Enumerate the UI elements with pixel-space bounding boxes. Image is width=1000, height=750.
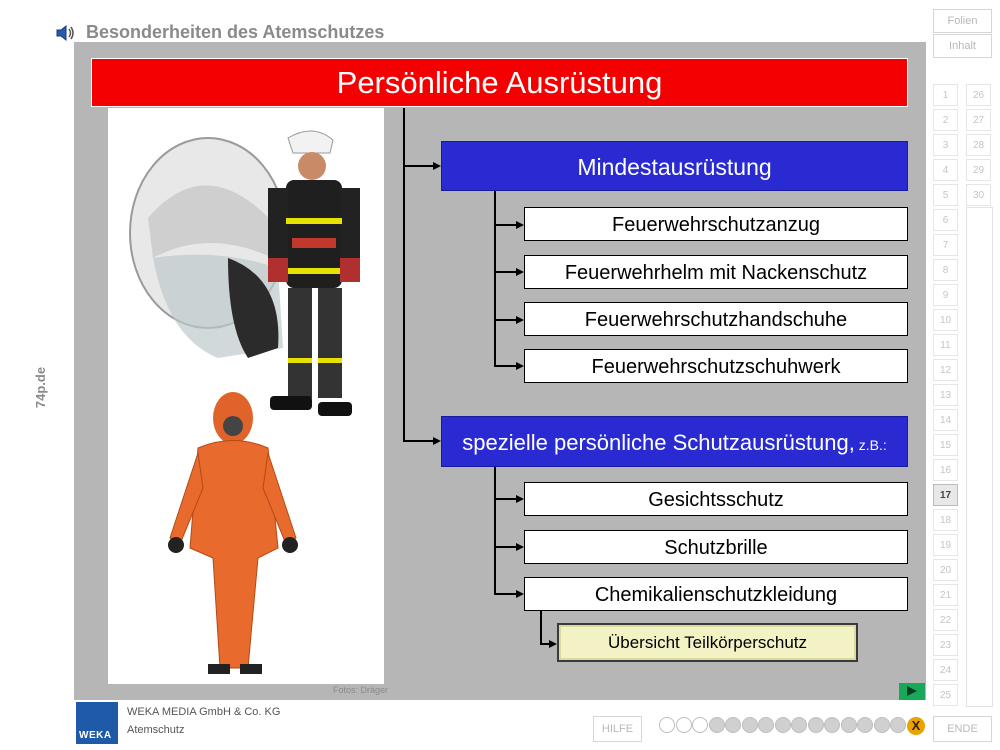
item-feuerwehrschutzschuhwerk: Feuerwehrschutzschuhwerk	[524, 349, 908, 383]
page-link-20[interactable]: 20	[933, 559, 958, 581]
item-feuerwehrhelm: Feuerwehrhelm mit Nackenschutz	[524, 255, 908, 289]
progress-dot	[742, 717, 758, 733]
arrow-icon	[433, 162, 441, 170]
category-label: spezielle persönliche Schutzausrüstung,	[462, 430, 855, 455]
tree-branch-line	[403, 440, 433, 442]
page-link-28[interactable]: 28	[966, 134, 991, 156]
progress-dot	[808, 717, 824, 733]
item-feuerwehrschutzanzug: Feuerwehrschutzanzug	[524, 207, 908, 241]
page-link-30[interactable]: 30	[966, 184, 991, 206]
arrow-icon	[433, 437, 441, 445]
arrow-icon	[516, 316, 524, 324]
arrow-icon	[516, 221, 524, 229]
helmet-image	[130, 138, 286, 358]
arrow-icon	[516, 362, 524, 370]
progress-dot	[659, 717, 675, 733]
page-link-19[interactable]: 19	[933, 534, 958, 556]
progress-dot	[890, 717, 906, 733]
page-link-21[interactable]: 21	[933, 584, 958, 606]
photo-credit: Fotos: Dräger	[333, 685, 389, 695]
page-link-4[interactable]: 4	[933, 159, 958, 181]
arrow-icon	[516, 495, 524, 503]
arrow-icon	[516, 590, 524, 598]
page-link-8[interactable]: 8	[933, 259, 958, 281]
progress-dot	[758, 717, 774, 733]
tree-branch-line	[494, 271, 516, 273]
tree-branch-line	[494, 593, 516, 595]
tree-branch-line	[494, 546, 516, 548]
page-link-26[interactable]: 26	[966, 84, 991, 106]
uebersicht-teilkoerperschutz-button[interactable]: Übersicht Teilkörperschutz	[557, 623, 858, 662]
page-link-18[interactable]: 18	[933, 509, 958, 531]
ende-button[interactable]: ENDE	[933, 716, 992, 742]
page-link-15[interactable]: 15	[933, 434, 958, 456]
next-slide-button[interactable]	[899, 683, 925, 700]
category-mindestausruestung: Mindestausrüstung	[441, 141, 908, 191]
page-link-2[interactable]: 2	[933, 109, 958, 131]
slide-title: Persönliche Ausrüstung	[91, 58, 908, 107]
tree-trunk-line	[403, 108, 405, 442]
close-icon[interactable]: X	[907, 717, 925, 735]
arrow-icon	[516, 268, 524, 276]
page-scroll-track[interactable]	[966, 207, 993, 707]
tree-branch-line	[403, 165, 433, 167]
page-link-1[interactable]: 1	[933, 84, 958, 106]
page-title: Besonderheiten des Atemschutzes	[86, 22, 385, 42]
progress-dot	[725, 717, 741, 733]
arrow-icon	[516, 543, 524, 551]
progress-dot	[709, 717, 725, 733]
progress-dot	[857, 717, 873, 733]
tree-link-line	[540, 643, 549, 645]
tree-branch-line	[494, 365, 516, 367]
item-feuerwehrschutzhandschuhe: Feuerwehrschutzhandschuhe	[524, 302, 908, 336]
progress-dot	[791, 717, 807, 733]
page-link-7[interactable]: 7	[933, 234, 958, 256]
item-schutzbrille: Schutzbrille	[524, 530, 908, 564]
progress-dot	[824, 717, 840, 733]
firefighter-image	[268, 131, 360, 416]
progress-dot	[692, 717, 708, 733]
page-link-11[interactable]: 11	[933, 334, 958, 356]
page-link-23[interactable]: 23	[933, 634, 958, 656]
page-link-27[interactable]: 27	[966, 109, 991, 131]
progress-dot	[775, 717, 791, 733]
category-suffix: z.B.:	[854, 437, 887, 453]
category-spezielle-psa	[441, 416, 908, 467]
progress-dot	[841, 717, 857, 733]
tree-branch-line	[494, 319, 516, 321]
footer-course: Atemschutz	[127, 724, 185, 736]
tree-subtrunk-line	[494, 191, 496, 366]
tree-subtrunk-line	[494, 467, 496, 594]
page-link-9[interactable]: 9	[933, 284, 958, 306]
page-link-25[interactable]: 25	[933, 684, 958, 706]
page-link-14[interactable]: 14	[933, 409, 958, 431]
side-watermark: 74p.de	[33, 366, 49, 409]
page-link-24[interactable]: 24	[933, 659, 958, 681]
progress-dot	[676, 717, 692, 733]
inhalt-button[interactable]: Inhalt	[933, 34, 992, 58]
page-link-12[interactable]: 12	[933, 359, 958, 381]
page-link-6[interactable]: 6	[933, 209, 958, 231]
item-chemikalienschutzkleidung: Chemikalienschutzkleidung	[524, 577, 908, 611]
page-link-29[interactable]: 29	[966, 159, 991, 181]
logo-text: WEKA	[79, 730, 112, 741]
play-icon	[907, 686, 917, 696]
chemical-suit-image	[168, 392, 298, 674]
photo-panel	[108, 108, 384, 684]
page-link-3[interactable]: 3	[933, 134, 958, 156]
tree-branch-line	[494, 498, 516, 500]
tree-branch-line	[494, 224, 516, 226]
progress-dot	[874, 717, 890, 733]
page-link-17[interactable]: 17	[933, 484, 958, 506]
page-link-16[interactable]: 16	[933, 459, 958, 481]
hilfe-button[interactable]: HILFE	[593, 716, 642, 742]
tree-link-line	[540, 611, 542, 645]
folien-button[interactable]: Folien	[933, 9, 992, 33]
page-link-10[interactable]: 10	[933, 309, 958, 331]
page-link-22[interactable]: 22	[933, 609, 958, 631]
item-gesichtsschutz: Gesichtsschutz	[524, 482, 908, 516]
page-link-13[interactable]: 13	[933, 384, 958, 406]
footer-company: WEKA MEDIA GmbH & Co. KG	[127, 706, 281, 718]
weka-logo	[76, 702, 118, 744]
arrow-icon	[549, 640, 557, 648]
page-link-5[interactable]: 5	[933, 184, 958, 206]
